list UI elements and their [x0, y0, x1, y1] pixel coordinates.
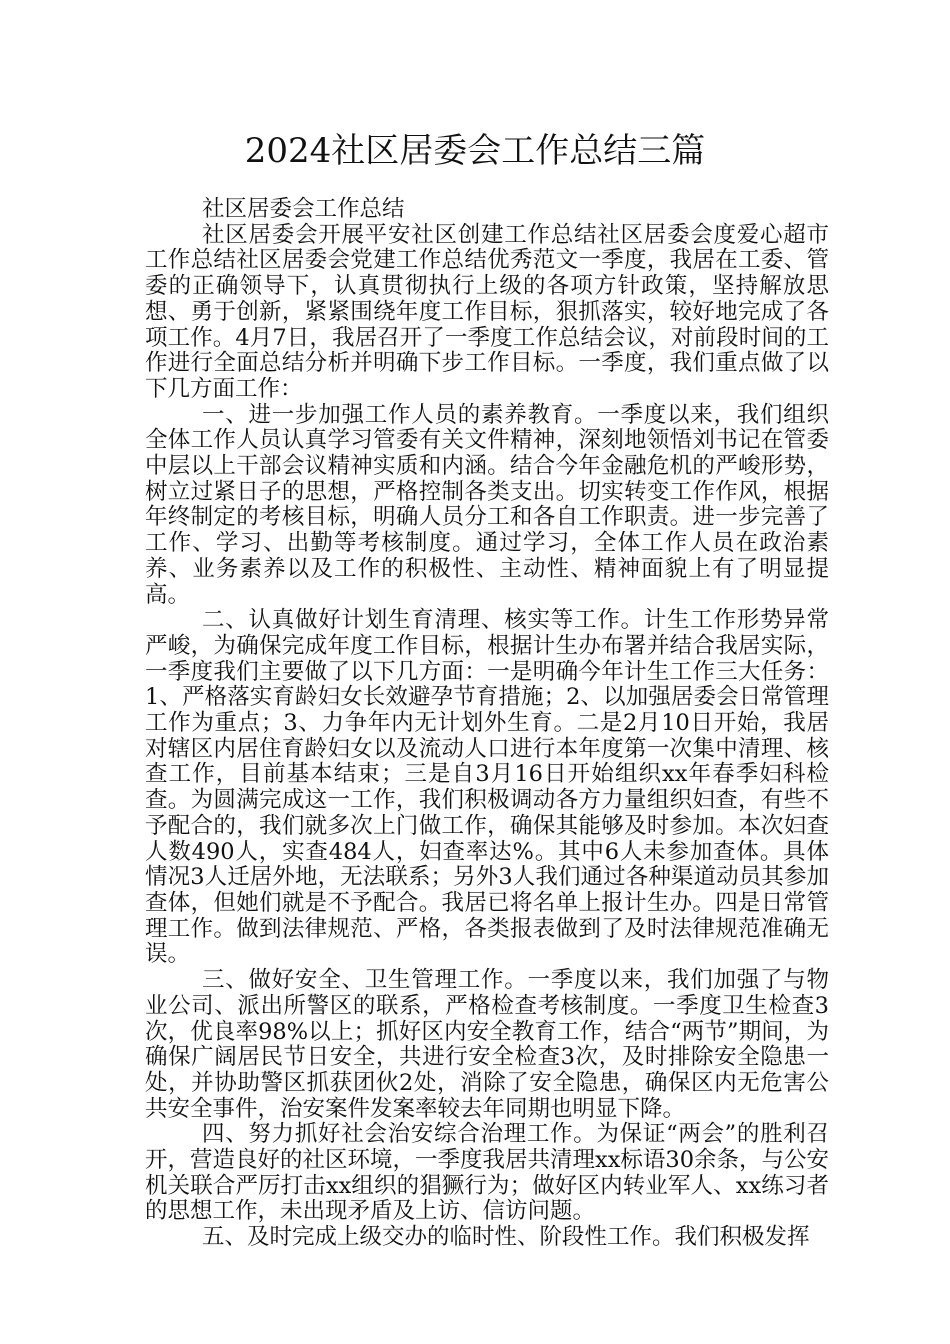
paragraph-item-3: 三、做好安全、卫生管理工作。一季度以来，我们加强了与物业公司、派出所警区的联系，严格检查考核制度。一季度卫生检查3次，优良率98%以上；抓好区内安全教育工作，结合“两节”期间，为确保广阔居民节日安全，共进行安全检查3次，及时排除安全隐患一处，并协助警区抓获团伙2处，消除了安全隐患，确保区内无危害公共安全事件，治安案件发案率较去年同期也明显下降。 [145, 967, 829, 1122]
paragraph-item-1: 一、进一步加强工作人员的素养教育。一季度以来，我们组织全体工作人员认真学习管委有关文件精神，深刻地领悟刘书记在管委中层以上干部会议精神实质和内涵。结合今年金融危机的严峻形势，树立过紧日子的思想，严格控制各类支出。切实转变工作作风，根据年终制定的考核目标，明确人员分工和各自工作职责。进一步完善了工作、学习、出勤等考核制度。通过学习，全体工作人员在政治素养、业务素养以及工作的积极性、主动性、精神面貌上有了明显提高。 [145, 401, 829, 608]
paragraph-item-4: 四、努力抓好社会治安综合治理工作。为保证“两会”的胜利召开，营造良好的社区环境，一季度我居共清理xx标语30余条，与公安机关联合严厉打击xx组织的猖獗行为；做好区内转业军人、xx练习者的思想工作，未出现矛盾及上访、信访问题。 [145, 1121, 830, 1225]
paragraph-item-5: 五、及时完成上级交办的临时性、阶段性工作。我们积极发挥 [202, 1224, 810, 1251]
paragraph-item-2: 二、认真做好计划生育清理、核实等工作。计生工作形势异常严峻，为确保完成年度工作目标，根据计生办布署并结合我居实际，一季度我们主要做了以下几方面：一是明确今年计生工作三大任务：1、严格落实育龄妇女长效避孕节育措施；2、以加强居委会日常管理工作为重点；3、力争年内无计划外生育。二是2月10日开始，我居对辖区内居住育龄妇女以及流动人口进行本年度第一次集中清理、核查工作，目前基本结束；三是自3月16日开始组织xx年春季妇科检查。为圆满完成这一工作，我们积极调动各方力量组织妇查，有些不予配合的，我们就多次上门做工作，确保其能够及时参加。本次妇查人数490人，实查484人，妇查率达%。其中6人未参加查体。具体情况3人迁居外地，无法联系；另外3人我们通过各种渠道动员其参加查体，但她们就是不予配合。我居已将名单上报计生办。四是日常管理工作。做到法律规范、严格，各类报表做到了及时法律规范准确无误。 [145, 607, 829, 968]
document-body [145, 197, 829, 1251]
intro-paragraph: 社区居委会开展平安社区创建工作总结社区居委会度爱心超市工作总结社区居委会党建工作总结优秀范文一季度，我居在工委、管委的正确领导下，认真贯彻执行上级的各项方针政策，坚持解放思想、勇于创新，紧紧围绕年度工作目标，狠抓落实，较好地完成了各项工作。4月7日，我居召开了一季度工作总结会议，对前段时间的工作进行全面总结分析并明确下步工作目标。一季度，我们重点做了以下几方面工作： [145, 221, 829, 402]
section-heading: 社区居委会工作总结 [202, 196, 405, 222]
document-title: 2024社区居委会工作总结三篇 [244, 131, 706, 171]
